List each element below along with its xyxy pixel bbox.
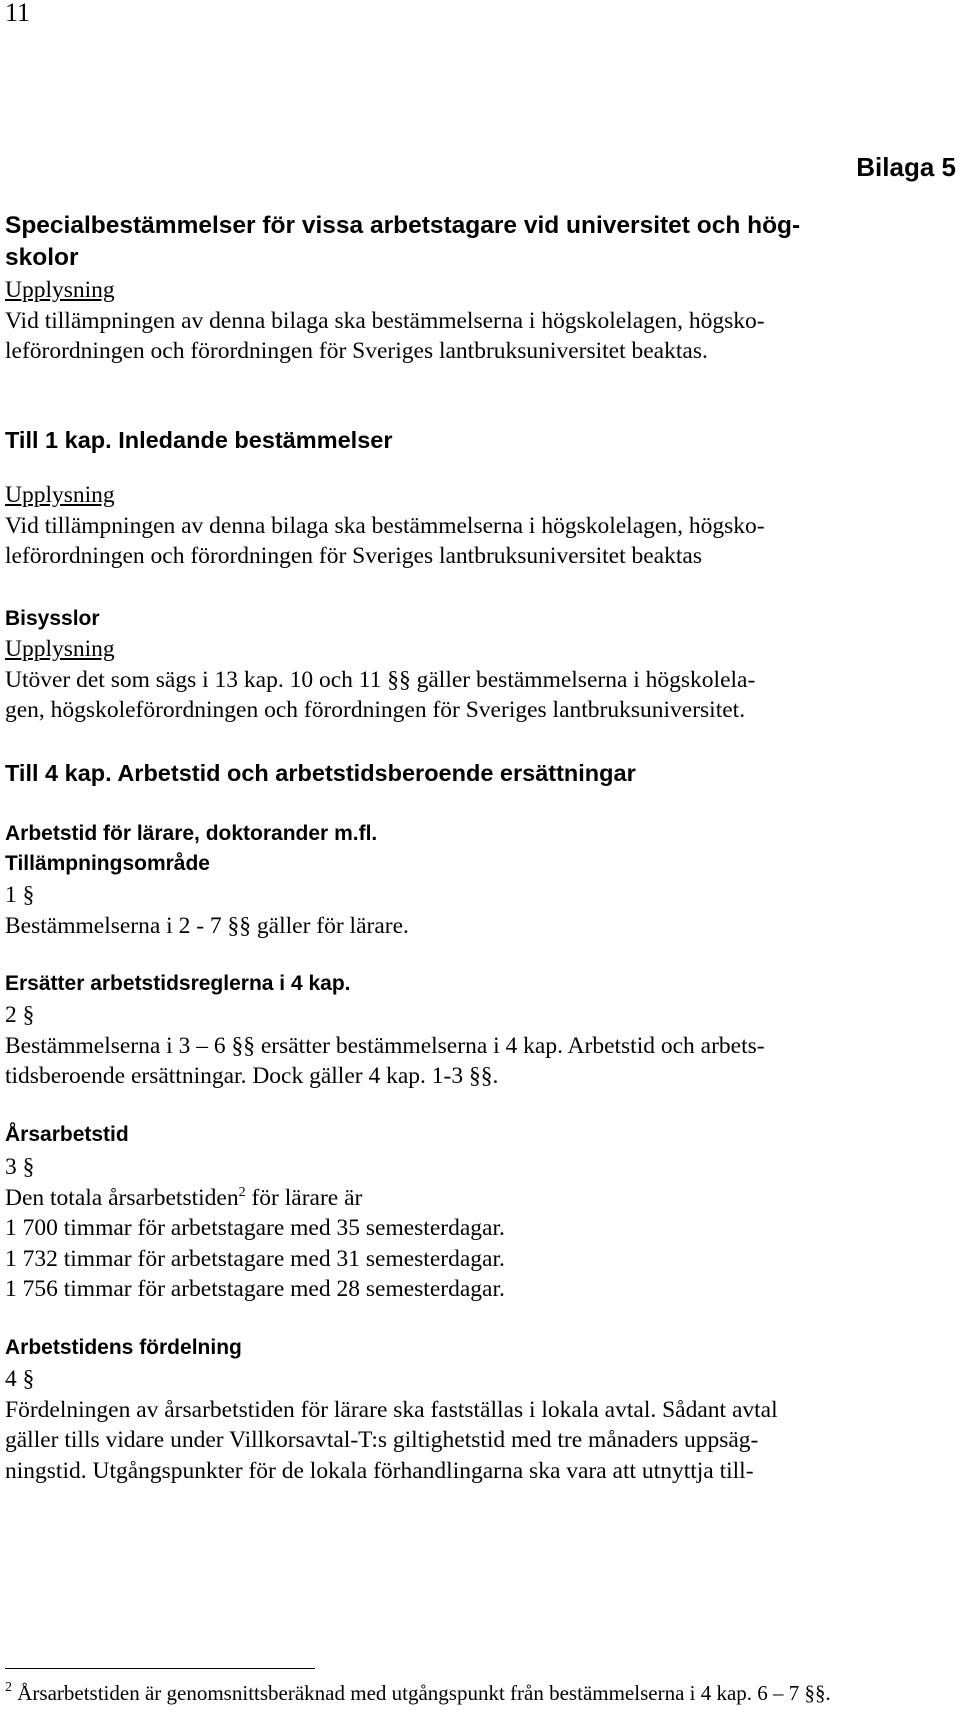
- sec3-heading: Årsarbetstid: [5, 1123, 129, 1146]
- kap1-heading: Till 1 kap. Inledande bestämmelser: [5, 427, 393, 453]
- sec1-section: [5, 880, 409, 941]
- bisysslor-upplysning-label: Upplysning: [5, 636, 115, 662]
- kap1-section: [5, 480, 765, 572]
- sec4-number: 4 §: [5, 1366, 35, 1392]
- bisysslor-heading: Bisysslor: [5, 607, 100, 630]
- bisysslor-line2: gen, högskoleförordningen och förordningen för Sveriges lantbruksuniversitet.: [5, 697, 746, 723]
- sec3-intro-text: Den totala årsarbetstiden: [5, 1184, 239, 1211]
- sec2-line1: Bestämmelserna i 3 – 6 §§ ersätter bestämmelserna i 4 kap. Arbetstid och arbets-: [5, 1032, 765, 1059]
- kap1-line2: leförordningen och förordningen för Sveriges lantbruksuniversitet beaktas: [5, 543, 702, 569]
- sec4-section: [5, 1364, 778, 1486]
- sec2-number: 2 §: [5, 1002, 35, 1028]
- footnote-marker: 2: [5, 1680, 12, 1695]
- page-number: 11: [5, 0, 31, 27]
- sec4-line2: gäller tills vidare under Villkorsavtal-T:s giltighetstid med tre månaders uppsäg-: [5, 1427, 759, 1453]
- sec4-line3: ningstid. Utgångspunkter för de lokala förhandlingarna ska vara att utnyttja till-: [5, 1457, 754, 1484]
- main-title: [5, 210, 800, 274]
- footnote-rule: [5, 1668, 315, 1669]
- kap4-heading: Till 4 kap. Arbetstid och arbetstidsberoende ersättningar: [5, 760, 636, 786]
- intro-section: [5, 275, 765, 367]
- appendix-label: Bilaga 5: [856, 152, 956, 182]
- main-title-line2: skolor: [5, 244, 79, 271]
- sec1-heading: Tillämpningsområde: [5, 852, 210, 875]
- footnote-ref: 2: [238, 1184, 246, 1200]
- sec3-intro: [5, 1183, 505, 1214]
- sec3-row-2: 1 732 timmar för arbetstagare med 31 semesterdagar.: [5, 1245, 505, 1272]
- sec2-line2: tidsberoende ersättningar. Dock gäller 4 kap. 1-3 §§.: [5, 1063, 499, 1089]
- arbetstid-larare-heading: Arbetstid för lärare, doktorander m.fl.: [5, 822, 378, 845]
- bisysslor-line1: Utöver det som sägs i 13 kap. 10 och 11 §§ gäller bestämmelserna i högskolela-: [5, 666, 756, 693]
- sec3-section: [5, 1152, 505, 1305]
- sec4-line1: Fördelningen av årsarbetstiden för lärare ska fastställas i lokala avtal. Sådant avtal: [5, 1396, 778, 1423]
- sec3-row-1: 1 700 timmar för arbetstagare med 35 semesterdagar.: [5, 1215, 505, 1241]
- sec2-section: [5, 1000, 765, 1092]
- sec1-number: 1 §: [5, 882, 35, 908]
- footnote-text: Årsarbetstiden är genomsnittsberäknad med utgångspunkt från bestämmelserna i 4 kap. 6 – 7 §§.: [12, 1681, 831, 1705]
- sec3-intro-tail: för lärare är: [245, 1184, 363, 1211]
- bisysslor-section: [5, 634, 755, 726]
- sec3-row-3: 1 756 timmar för arbetstagare med 28 semesterdagar.: [5, 1276, 505, 1302]
- sec2-heading: Ersätter arbetstidsreglerna i 4 kap.: [5, 972, 351, 995]
- footnote: [5, 1679, 831, 1707]
- kap1-line1: Vid tillämpningen av denna bilaga ska bestämmelserna i högskolelagen, högsko-: [5, 512, 765, 539]
- sec4-heading: Arbetstidens fördelning: [5, 1336, 242, 1359]
- intro-line2: leförordningen och förordningen för Sveriges lantbruksuniversitet beaktas.: [5, 338, 708, 364]
- intro-upplysning-label: Upplysning: [5, 277, 115, 303]
- sec1-text: Bestämmelserna i 2 - 7 §§ gäller för lärare.: [5, 912, 409, 939]
- sec3-number: 3 §: [5, 1154, 35, 1180]
- kap1-upplysning-label: Upplysning: [5, 482, 115, 508]
- main-title-line1: Specialbestämmelser för vissa arbetstagare vid universitet och hög-: [5, 212, 801, 239]
- intro-line1: Vid tillämpningen av denna bilaga ska bestämmelserna i högskolelagen, högsko-: [5, 307, 765, 334]
